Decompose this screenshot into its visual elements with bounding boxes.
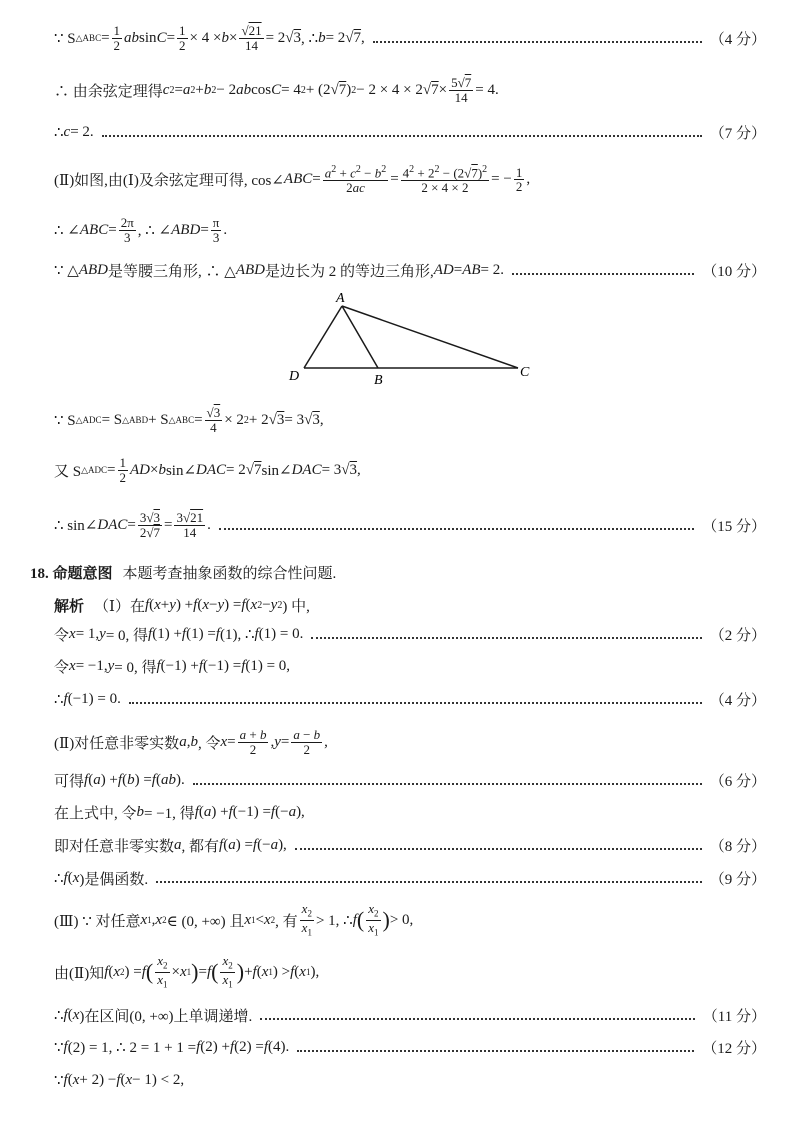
vertex-label-D: D <box>289 369 300 384</box>
edge-AC <box>342 306 518 368</box>
equation: (Ⅲ) ∵ 对任意 x 1 , x 2 ∈ (0, +∞) 且 x 1 < x 2 , 有 $\frac{x_2}{x_1}$ > 1, ∴ f ( $\frac{x_2}{x_1}$ ) > 0, <box>54 901 414 938</box>
solution-line-21 <box>54 952 800 992</box>
dotted-leader <box>512 273 694 275</box>
vertex-label-C: C <box>520 365 530 380</box>
equation: (Ⅱ)对任意非零实数 a , b , 令 x = $\frac{a + b}{2}$ , y = $\frac{a - b}{2}$ , <box>54 726 328 757</box>
score-mark: （12 分） <box>702 1040 766 1057</box>
equation: ∴ f (−1) = 0. <box>54 690 121 708</box>
score-mark: （9 分） <box>709 871 766 888</box>
solution-line-19 <box>54 858 800 898</box>
dotted-leader <box>102 135 702 137</box>
equation: 又 S △ADC = $\frac{1}{2}$ AD × b sin∠ DAC = 2√ 7 sin∠ DAC = 3√ 3 , <box>54 454 361 485</box>
vertex-label-A: A <box>336 291 345 306</box>
score-mark: （7 分） <box>709 125 766 142</box>
score-mark: （6 分） <box>709 773 766 790</box>
equation: (Ⅱ)如图,由(Ⅰ)及余弦定理可得, cos∠ ABC = $\frac{a^2 + c^2 - b^2}{2ac}$ = $\frac{4^2 + 2^2 - (2√7)^2}{2 \times 4 \times 2}$ = − $\frac{1}{2}$ , <box>54 164 531 196</box>
dotted-leader <box>260 1018 695 1020</box>
solution-line-1 <box>54 18 800 58</box>
equation: ∴ 由余弦定理得 c 2 = a 2 + b 2 − 2 ab cos C = 4 2 + (2√ 7 ) 2 − 2 × 4 × 2√ 7 × $\frac{5√7}{14}$ = 4. <box>54 74 499 105</box>
equation: ∵ f ( x + 2) − f ( x − 1) < 2, <box>54 1071 185 1089</box>
solution-line-20 <box>54 900 800 940</box>
solution-line-9 <box>54 505 800 545</box>
equation: ∴ ∠ ABC = $\frac{2\pi}{3}$ , ∴ ∠ ABD = $\frac{\pi}{3}$ . <box>54 214 228 245</box>
solution-line-24 <box>54 1060 800 1100</box>
dotted-leader <box>219 528 694 530</box>
solution-line-8 <box>54 450 800 490</box>
equation: ∵ S △ABC = $\frac{1}{2}$ ab sin C = $\frac{1}{2}$ × 4 × b × $\frac{√21}{14}$ = 2√ 3 , ∴ b = 2√ 7 , <box>54 22 365 53</box>
dotted-leader <box>373 41 702 43</box>
triangle-figure <box>280 288 540 388</box>
equation: 由(Ⅱ)知 f ( x 2 ) = f ( $\frac{x_2}{x_1}$ × x 1 ) = f ( $\frac{x_2}{x_1}$ ) + f ( x 1 ) > f ( x 1 ), <box>54 953 320 990</box>
score-mark: （4 分） <box>709 31 766 48</box>
problem-18-heading: 18. 命题意图 本题考查抽象函数的综合性问题. <box>30 565 337 582</box>
edge-AD <box>304 306 342 368</box>
edge-AB <box>342 306 378 368</box>
equation: 可得 f ( a ) + f ( b ) = f ( ab ). <box>54 771 185 790</box>
equation: ∴ f ( x )是偶函数. <box>54 869 149 888</box>
equation: ∵ △ ABD 是等腰三角形, ∴ △ ABD 是边长为 2 的等边三角形, AD = AB = 2. <box>54 261 505 280</box>
solution-line-3 <box>54 112 800 152</box>
equation: ∵ S △ADC = S △ABD + S △ABC = $\frac{√3}{4}$ × 2 2 + 2√ 3 = 3√ 3 , <box>54 404 324 435</box>
dotted-leader <box>297 1050 694 1052</box>
equation: ∴ c = 2. <box>54 123 94 141</box>
dotted-leader <box>156 881 702 883</box>
solution-line-4 <box>54 160 800 200</box>
solution-line-15 <box>54 722 800 762</box>
score-mark: （10 分） <box>702 263 766 280</box>
score-mark: （4 分） <box>709 692 766 709</box>
score-mark: （15 分） <box>702 518 766 535</box>
equation: 即对任意非零实数 a , 都有 f ( a ) = f (− a ), <box>54 836 287 855</box>
score-mark: （8 分） <box>709 838 766 855</box>
solution-line-6 <box>54 250 800 290</box>
solution-line-7 <box>54 400 800 440</box>
solution-line-2 <box>54 70 800 110</box>
equation: ∴ f ( x )在区间(0, +∞)上单调递增. <box>54 1006 253 1025</box>
solution-line-5 <box>54 210 800 250</box>
dotted-leader <box>193 783 702 785</box>
equation: 解析 （Ⅰ）在 f ( x + y ) + f ( x − y ) = f ( x 2 − y 2 ) 中, <box>54 596 310 615</box>
equation: ∵ f (2) = 1, ∴ 2 = 1 + 1 = f (2) + f (2) = f (4). <box>54 1038 290 1056</box>
dotted-leader <box>295 848 702 850</box>
equation: 在上式中, 令 b = −1, 得 f ( a ) + f (−1) = f (− a ), <box>54 803 305 822</box>
solution-line-14 <box>54 679 800 719</box>
dotted-leader <box>129 702 702 704</box>
equation: 令 x = 1, y = 0, 得 f (1) + f (1) = f (1), ∴ f (1) = 0. <box>54 625 304 644</box>
equation: 令 x = −1, y = 0, 得 f (−1) + f (−1) = f (1) = 0, <box>54 657 291 676</box>
vertex-label-B: B <box>374 373 383 388</box>
score-mark: （2 分） <box>709 627 766 644</box>
equation: ∴ sin∠ DAC = $\frac{3√3}{2√7}$ = $\frac{3√21}{14}$ . <box>54 509 211 540</box>
dotted-leader <box>311 637 701 639</box>
score-mark: （11 分） <box>702 1008 766 1025</box>
